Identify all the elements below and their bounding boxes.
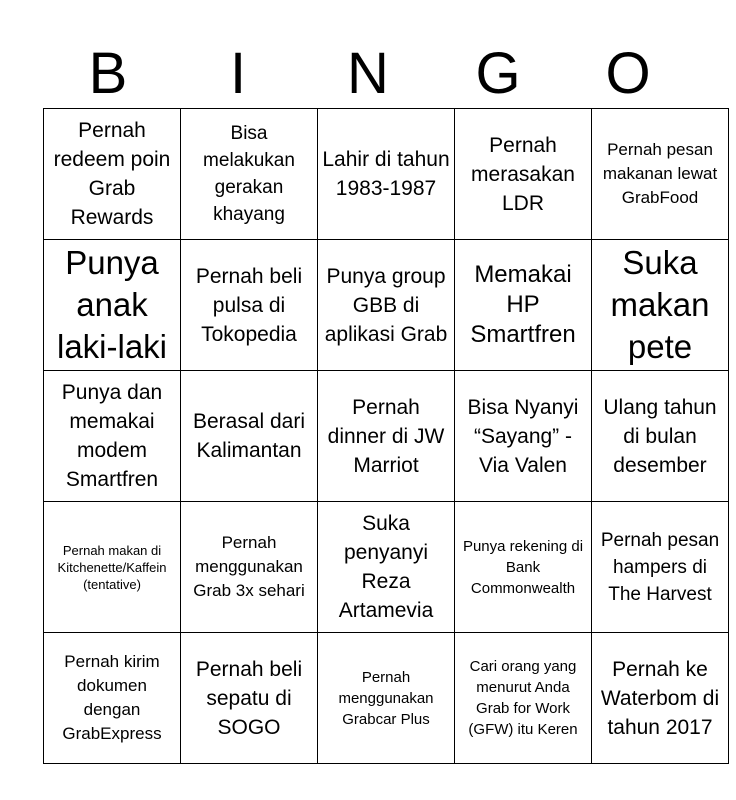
- header-letter-n: N: [347, 41, 389, 106]
- cell-text: Cari orang yang menurut Anda Grab for Work (GFW) itu Keren: [468, 658, 578, 738]
- board-row: [44, 109, 729, 240]
- board-row: [44, 633, 729, 764]
- cell-text: Ulang tahun di bulan desember: [603, 395, 717, 477]
- cell-text: Pernah menggunakan Grab 3x sehari: [193, 533, 305, 600]
- cell-text: Punya anak laki-laki: [56, 244, 168, 365]
- bingo-cell[interactable]: [181, 371, 318, 502]
- cell-text: Punya rekening di Bank Commonwealth: [462, 537, 584, 597]
- bingo-cell[interactable]: [455, 109, 592, 240]
- cell-text: Pernah ke Waterbom di tahun 2017: [600, 657, 720, 739]
- cell-text: Punya dan memakai modem Smartfren: [61, 381, 163, 491]
- cell-text: Lahir di tahun 1983-1987: [322, 148, 450, 200]
- bingo-cell[interactable]: [592, 371, 729, 502]
- bingo-cell[interactable]: [455, 633, 592, 764]
- cell-text: Pernah makan di Kitchenette/Kaffein (tentative): [57, 542, 167, 592]
- bingo-cell[interactable]: [44, 371, 181, 502]
- cell-text: Pernah pesan makanan lewat GrabFood: [602, 140, 718, 207]
- board-row: [44, 502, 729, 633]
- cell-text: Memakai HP Smartfren: [470, 261, 576, 348]
- bingo-cell[interactable]: [592, 109, 729, 240]
- cell-text: Punya group GBB di aplikasi Grab: [324, 264, 448, 346]
- cell-text: Pernah dinner di JW Marriot: [327, 395, 445, 477]
- cell-text: Bisa Nyanyi “Sayang” - Via Valen: [467, 395, 579, 477]
- bingo-cell[interactable]: [318, 240, 455, 371]
- bingo-cell[interactable]: [592, 240, 729, 371]
- cell-text: Pernah kirim dokumen dengan GrabExpress: [62, 652, 162, 743]
- bingo-cell[interactable]: [318, 502, 455, 633]
- bingo-header: [43, 40, 693, 108]
- board-row: [44, 240, 729, 371]
- cell-text: Pernah menggunakan Grabcar Plus: [338, 668, 434, 728]
- bingo-cell[interactable]: [181, 240, 318, 371]
- cell-text: Pernah redeem poin Grab Rewards: [53, 119, 171, 229]
- bingo-board: [43, 108, 729, 764]
- cell-text: Pernah beli pulsa di Tokopedia: [195, 264, 303, 346]
- cell-text: Pernah beli sepatu di SOGO: [195, 657, 303, 739]
- bingo-cell[interactable]: [318, 109, 455, 240]
- cell-text: Suka makan pete: [610, 244, 710, 365]
- header-letter-i: I: [229, 41, 247, 106]
- bingo-cell[interactable]: [455, 371, 592, 502]
- bingo-cell[interactable]: [181, 109, 318, 240]
- cell-text: Berasal dari Kalimantan: [192, 410, 306, 462]
- bingo-cell[interactable]: [44, 633, 181, 764]
- bingo-cell[interactable]: [44, 109, 181, 240]
- bingo-cell[interactable]: [44, 502, 181, 633]
- cell-text: Bisa melakukan gerakan khayang: [203, 123, 295, 225]
- header-letter-g: G: [475, 41, 521, 106]
- bingo-cell[interactable]: [318, 633, 455, 764]
- cell-text: Pernah pesan hampers di The Harvest: [600, 529, 720, 605]
- bingo-cell[interactable]: [181, 633, 318, 764]
- bingo-cell[interactable]: [181, 502, 318, 633]
- cell-text: Suka penyanyi Reza Artamevia: [338, 512, 434, 622]
- bingo-cell[interactable]: [455, 240, 592, 371]
- board-row: [44, 371, 729, 502]
- bingo-cell[interactable]: [592, 502, 729, 633]
- header-letter-o: O: [605, 41, 651, 106]
- bingo-cell[interactable]: [592, 633, 729, 764]
- bingo-cell[interactable]: [455, 502, 592, 633]
- bingo-cell[interactable]: [44, 240, 181, 371]
- bingo-cell[interactable]: [318, 371, 455, 502]
- cell-text: Pernah merasakan LDR: [471, 133, 575, 215]
- header-letter-b: B: [88, 41, 128, 106]
